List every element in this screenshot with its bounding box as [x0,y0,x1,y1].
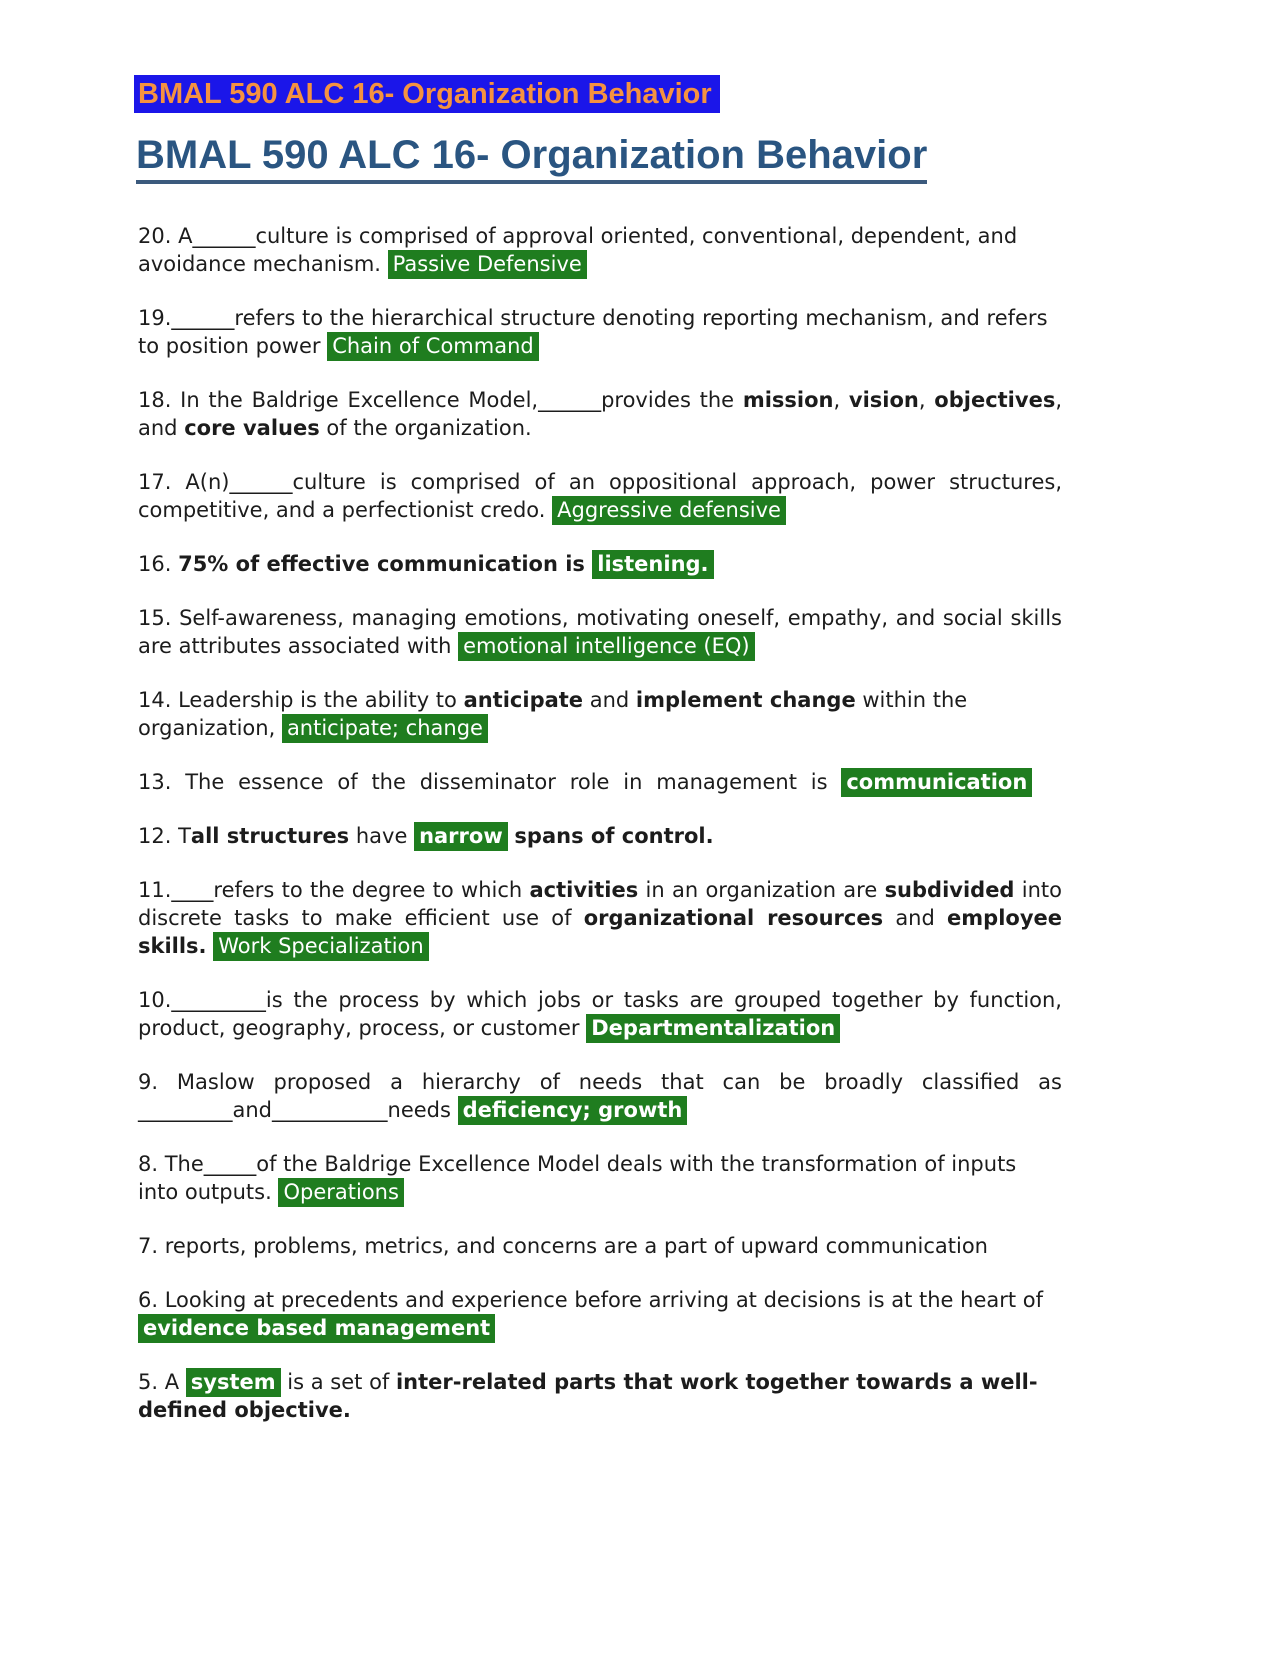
question-text: 8. The_____of the Baldrige Excellence Model deals with the transformation of inputs into outputs. [138,1152,1017,1204]
question-text: subdivided [884,878,1015,902]
answer-highlight: Departmentalization [586,1014,840,1043]
question-12 [138,822,1062,850]
question-text: vision [848,388,919,412]
answer-highlight: anticipate; change [282,714,488,743]
question-6 [138,1286,1062,1342]
question-13 [138,768,1062,796]
question-text: organizational resources [583,906,884,930]
question-text: 75% of effective communication is [178,552,593,576]
answer-highlight: Passive Defensive [388,250,587,279]
question-text: into discrete tasks to make efficient use of [138,878,1063,930]
question-text: spans of control. [514,824,714,848]
answer-highlight: communication [841,768,1032,797]
question-text: inter-related parts that work together towards a well-defined objective. [138,1370,1038,1422]
question-text: 14. Leadership is the ability to [138,688,464,712]
question-20 [138,222,1062,278]
question-text: have [349,824,415,848]
question-text: core values [184,416,320,440]
answer-highlight: system [186,1368,281,1397]
question-text: employee skills. [138,906,1062,958]
question-text: 7. reports, problems, metrics, and concerns are a part of upward communication [138,1234,988,1258]
question-text: anticipate [463,688,584,712]
question-11 [138,876,1062,960]
question-text: all structures [190,824,350,848]
question-text: , and [138,388,1063,440]
question-text: 11.____refers to the degree to which [138,878,530,902]
answer-highlight: Aggressive defensive [552,496,786,525]
question-5 [138,1368,1062,1424]
question-text: 17. A(n)______culture is comprised of an oppositional approach, power structures, competitive, and a perfectionist credo. [138,470,1062,522]
question-text: 15. Self-awareness, managing emotions, motivating oneself, empathy, and social skills are attributes associated with [138,606,1062,658]
question-text: 13. The essence of the disseminator role in management is [138,770,842,794]
question-9 [138,1068,1062,1124]
question-text: and [583,688,636,712]
question-text: in an organization are [638,878,885,902]
question-text: and [883,906,948,930]
question-text: 5. A [138,1370,186,1394]
answer-highlight: Operations [278,1178,403,1207]
question-text: is a set of [280,1370,396,1394]
page-title: BMAL 590 ALC 16- Organization Behavior [136,133,927,184]
question-15 [138,604,1062,660]
document-title-bar: BMAL 590 ALC 16- Organization Behavior [134,75,720,113]
answer-highlight: Chain of Command [327,332,539,361]
answer-highlight: evidence based management [138,1314,495,1343]
question-8 [138,1150,1062,1206]
answer-highlight: narrow [414,822,508,851]
answer-highlight: emotional intelligence (EQ) [458,632,755,661]
question-18 [138,386,1062,442]
question-text: within the organization, [138,688,968,740]
question-text: 16. [138,552,179,576]
question-text: implement change [635,688,856,712]
answer-highlight: deficiency; growth [458,1096,688,1125]
question-text: 9. Maslow proposed a hierarchy of needs that can be broadly classified as _________and___________needs [138,1070,1062,1122]
question-text: , [833,388,849,412]
question-text: 19.______refers to the hierarchical structure denoting reporting mechanism, and refers to position power [138,306,1048,358]
question-text: 20. A______culture is comprised of approval oriented, conventional, dependent, and avoidance mechanism. [138,224,1018,276]
answer-highlight: Work Specialization [213,932,428,961]
question-text: 12. T [138,824,191,848]
question-text: of the organization. [319,416,532,440]
question-10 [138,986,1062,1042]
answer-highlight: listening. [592,550,713,579]
question-text: mission [742,388,834,412]
question-16 [138,550,1062,578]
question-text: 6. Looking at precedents and experience before arriving at decisions is at the heart of [138,1288,1044,1312]
question-text: 18. In the Baldrige Excellence Model,______provides the [138,388,743,412]
question-text: 10._________is the process by which jobs or tasks are grouped together by function, product, geography, process, or customer [138,988,1062,1040]
question-19 [138,304,1062,360]
question-14 [138,686,1062,742]
question-7 [138,1232,1062,1260]
question-list [138,222,1062,1424]
question-text: , [918,388,935,412]
question-17 [138,468,1062,524]
question-text: objectives [934,388,1056,412]
question-text: activities [529,878,639,902]
